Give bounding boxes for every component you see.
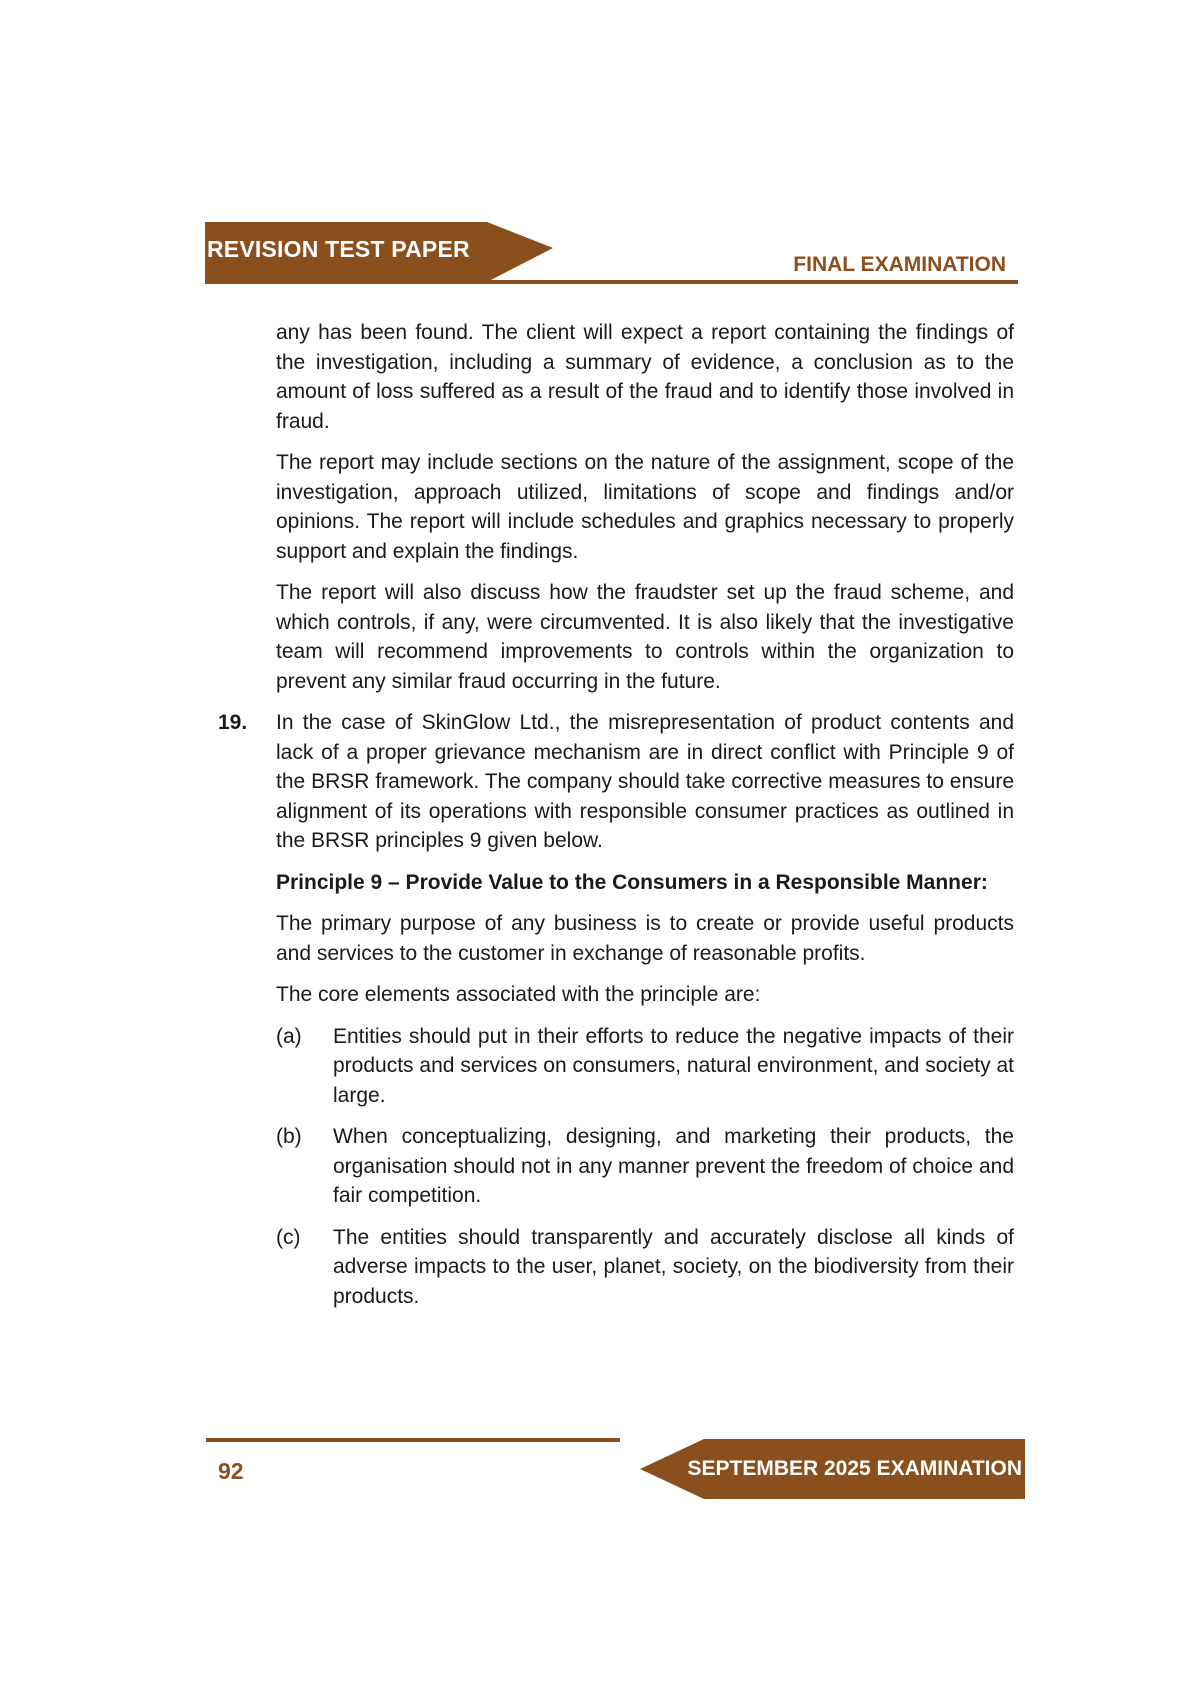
list-item: [276, 1022, 1014, 1111]
list-item: [276, 1223, 1014, 1312]
footer-rule: [206, 1438, 620, 1442]
page-number: 92: [218, 1458, 244, 1484]
list-item-text: The entities should transparently and accurately disclose all kinds of adverse impacts to the user, planet, society, on the biodiversity from their products.: [333, 1225, 1014, 1308]
paragraph-report-sections: The report may include sections on the nature of the assignment, scope of the investigation, approach utilized, limitations of scope and findings and/or opinions. The report will include schedules and graphics necessary to properly support and explain the findings.: [276, 451, 1014, 563]
list-item-label: (a): [276, 1024, 302, 1048]
paragraph-core-elements-intro: The core elements associated with the principle are:: [276, 983, 761, 1006]
paragraph-primary-purpose: The primary purpose of any business is to create or provide useful products and services to the customer in exchange of reasonable profits.: [276, 912, 1014, 965]
footer-exam-label: SEPTEMBER 2025 EXAMINATION: [687, 1457, 1022, 1480]
header-left-title: REVISION TEST PAPER: [207, 236, 470, 262]
page-body: [218, 318, 1014, 1323]
list-item-label: (c): [276, 1225, 301, 1249]
paragraph-fraud-scheme: The report will also discuss how the fraudster set up the fraud scheme, and which controls, if any, were circumvented. It is also likely that the investigative team will recommend improvements to controls within the organization to prevent any similar fraud occurring in the future.: [276, 581, 1014, 693]
list-item-text: Entities should put in their efforts to reduce the negative impacts of their products and services on consumers, natural environment, and society at large.: [333, 1024, 1014, 1107]
question-19: [218, 708, 1014, 856]
list-item-text: When conceptualizing, designing, and marketing their products, the organisation should not in any manner prevent the freedom of choice and fair competition.: [333, 1125, 1014, 1207]
list-item-label: (b): [276, 1125, 302, 1148]
question-number: 19.: [218, 711, 248, 734]
question-19-text: In the case of SkinGlow Ltd., the misrepresentation of product contents and lack of a proper grievance mechanism are in direct conflict with Principle 9 of the BRSR framework. The company should take corrective measures to ensure alignment of its operations with responsible consumer practices as outlined in the BRSR principles 9 given below.: [276, 711, 1014, 852]
list-item: [276, 1122, 1014, 1211]
header-right-title: FINAL EXAMINATION: [793, 253, 1006, 276]
paragraph-report-findings: any has been found. The client will expect a report containing the findings of the investigation, including a summary of evidence, a conclusion as to the amount of loss suffered as a result of the fraud and to identify those involved in fraud.: [276, 321, 1014, 433]
header-rule: [205, 280, 1018, 284]
principle-heading: Principle 9 – Provide Value to the Consumers in a Responsible Manner:: [276, 870, 988, 894]
